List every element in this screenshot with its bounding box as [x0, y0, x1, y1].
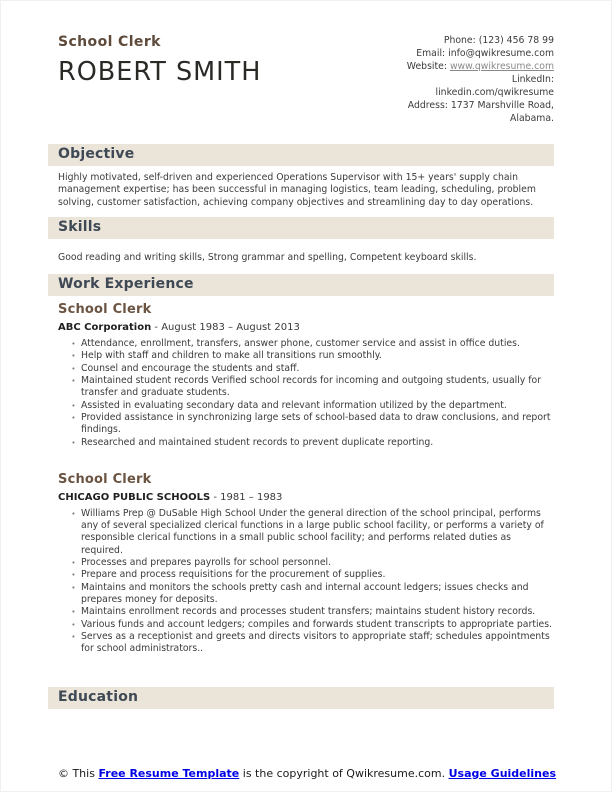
list-item — [58, 508, 554, 557]
list-item — [58, 557, 554, 569]
candidate-name: ROBERT SMITH — [58, 57, 262, 87]
bullet-text: Attendance, enrollment, transfers, answer phone, customer service and assist in office duties. — [81, 338, 520, 350]
bullet-text: Processes and prepares payrolls for school personnel. — [81, 557, 332, 569]
contact-linkedin-url: linkedin.com/qwikresume — [435, 87, 554, 98]
skills-text: Good reading and writing skills, Strong grammar and spelling, Competent keyboard skills. — [58, 251, 477, 263]
list-item — [58, 375, 554, 400]
contact-email: Email: info@qwikresume.com — [416, 48, 554, 59]
bullet-icon: • — [71, 438, 76, 447]
section-heading-skills: Skills — [48, 217, 554, 239]
identity-block — [58, 34, 261, 87]
list-item — [58, 606, 554, 618]
list-item — [58, 569, 554, 581]
job-dates: - 1981 – 1983 — [213, 491, 283, 503]
role-title: School Clerk — [58, 34, 161, 50]
bullet-text: Counsel and encourage the students and staff. — [81, 362, 300, 374]
job-dates: - August 1983 – August 2013 — [154, 322, 300, 334]
list-item — [58, 437, 554, 449]
bullet-icon: • — [71, 571, 76, 580]
contact-address-line1: Address: 1737 Marshville Road, — [407, 100, 554, 111]
bullet-text: Williams Prep @ DuSable High School Under the general direction of the school principal, performs any of several specialized clerical functions in a large public school facility, or performs a variety of responsible clerical functions in a small public school facility; and performs related duties as required. — [81, 507, 544, 556]
objective-text: Highly motivated, self-driven and experienced Operations Supervisor with 15+ years' supply chain management expertise; has been successful in managing logistics, team leading, scheduling, problem solving, customer satisfaction, achieving company objectives and streamlining day to day operations. — [58, 172, 536, 208]
bullet-icon: • — [71, 364, 76, 373]
bullet-text: Assisted in evaluating secondary data and relevant information utilized by the department. — [81, 399, 507, 411]
job-company: CHICAGO PUBLIC SCHOOLS — [58, 491, 211, 503]
resume-body — [1, 144, 611, 709]
bullet-icon: • — [71, 509, 76, 518]
bullet-icon: • — [71, 352, 76, 361]
contact-block — [342, 34, 554, 125]
job-title: School Clerk — [58, 471, 152, 487]
job-meta — [58, 491, 554, 504]
bullet-text: Provided assistance in synchronizing large sets of school-based data to draw conclusions, and report findings. — [81, 411, 551, 436]
section-heading-work-experience: Work Experience — [48, 274, 554, 296]
job-bullet-list — [58, 508, 554, 656]
job-entry-1 — [58, 301, 554, 449]
contact-website — [342, 60, 554, 73]
bullet-icon: • — [71, 377, 76, 386]
bullet-icon: • — [71, 608, 76, 617]
bullet-icon: • — [71, 413, 76, 422]
bullet-text: Prepare and process requisitions for the procurement of supplies. — [81, 569, 386, 581]
resume-header — [1, 1, 611, 125]
job-bullet-list — [58, 338, 554, 449]
bullet-icon: • — [71, 583, 76, 592]
list-item — [58, 412, 554, 437]
bullet-text: Maintains enrollment records and processes student transfers; maintains student history records. — [81, 606, 536, 618]
section-heading-education: Education — [48, 687, 554, 709]
bullet-icon: • — [71, 559, 76, 568]
website-link[interactable]: www.qwikresume.com — [449, 61, 554, 72]
bullet-icon: • — [71, 401, 76, 410]
usage-guidelines-link[interactable]: Usage Guidelines — [448, 767, 557, 780]
bullet-text: Maintained student records Verified school records for incoming and outgoing students, usually for transfer and graduate students. — [81, 375, 542, 399]
contact-linkedin-label: LinkedIn: — [511, 74, 554, 85]
contact-website-label: Website: — [406, 61, 450, 72]
bullet-text: Maintains and monitors the schools pretty cash and internal account ledgers; issues checks and prepares money for deposits. — [81, 581, 529, 605]
contact-address-line2: Alabama. — [510, 113, 554, 124]
footer-copyright-middle: is the copyright of Qwikresume.com. — [239, 767, 449, 780]
bullet-icon: • — [71, 620, 76, 629]
job-entry-2 — [58, 471, 554, 656]
free-resume-template-link[interactable]: Free Resume Template — [98, 767, 240, 780]
job-meta — [58, 321, 554, 334]
list-item — [58, 350, 554, 362]
section-heading-objective: Objective — [48, 144, 554, 166]
bullet-text: Various funds and account ledgers; compiles and forwards student transcripts to appropriate parties. — [81, 618, 553, 630]
list-item — [58, 619, 554, 631]
list-item — [58, 582, 554, 607]
bullet-text: Researched and maintained student records to prevent duplicate reporting. — [81, 436, 434, 448]
bullet-text: Help with staff and children to make all transitions run smoothly. — [81, 350, 382, 362]
job-title: School Clerk — [58, 302, 152, 318]
bullet-icon: • — [71, 340, 76, 349]
list-item — [58, 400, 554, 412]
bullet-icon: • — [71, 632, 76, 641]
contact-phone: Phone: (123) 456 78 99 — [443, 35, 554, 46]
footer-copyright-prefix: © This — [57, 767, 99, 780]
job-company: ABC Corporation — [58, 322, 152, 334]
bullet-text: Serves as a receptionist and greets and directs visitors to appropriate staff; schedules appointments for school administrators.. — [81, 630, 550, 655]
list-item — [58, 338, 554, 350]
list-item — [58, 631, 554, 656]
page-footer — [47, 767, 567, 781]
list-item — [58, 363, 554, 375]
